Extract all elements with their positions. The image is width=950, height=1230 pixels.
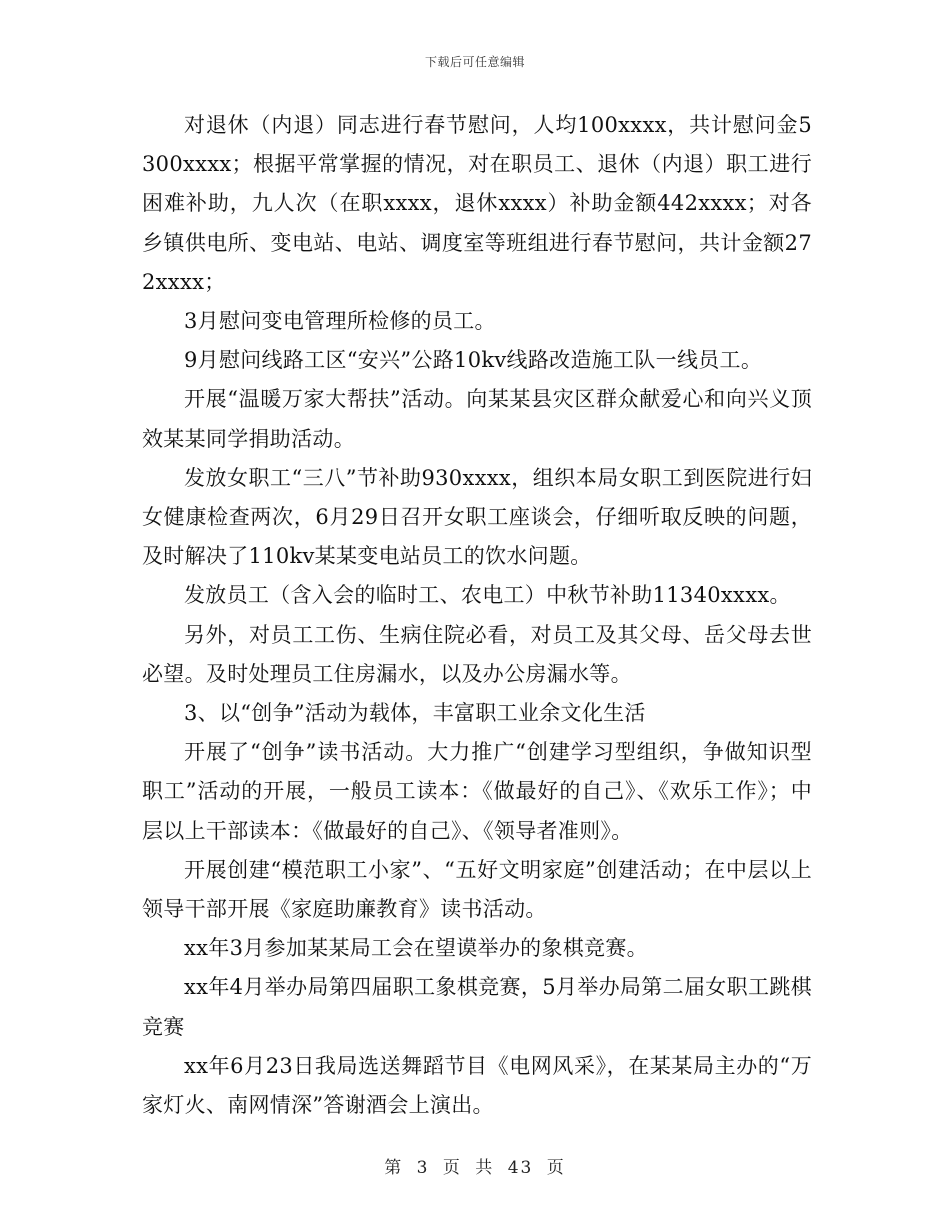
page-footer: 第 3 页 共 43 页 xyxy=(384,1158,566,1178)
page-header: 下载后可任意编辑 xyxy=(424,55,525,69)
paragraph-chess-march: xx年3月参加某某局工会在望谟举办的象棋竞赛。 xyxy=(184,936,648,961)
paragraph-mid-autumn: 发放员工（含入会的临时工、农电工）中秋节补助11340xxxx。 xyxy=(184,583,791,608)
paragraph-retiree-condolence: 对退休（内退）同志进行春节慰问，人均100xxxx，共计慰问金5300xxxx；根据平常掌握的情况，对在职员工、退休（内退）职工进行困难补助，九人次（在职xxxx，退休xxxx）补助金额442xxxx；对各乡镇供电所、变电站、电站、调度室等班组进行春节慰问，共计金额272xxxx； xyxy=(142,113,812,294)
document-body xyxy=(142,106,812,1125)
paragraph-dance-performance: xx年6月23日我局选送舞蹈节目《电网风采》，在某某局主办的“万家灯火、南网情深”答谢酒会上演出。 xyxy=(142,1053,812,1118)
paragraph-march-visit: 3月慰问变电管理所检修的员工。 xyxy=(184,309,496,334)
paragraph-september-visit: 9月慰问线路工区“安兴”公路10kv线路改造施工队一线员工。 xyxy=(184,348,763,373)
paragraph-model-home: 开展创建“模范职工小家”、“五好文明家庭”创建活动；在中层以上领导干部开展《家庭助廉教育》读书活动。 xyxy=(142,857,812,922)
paragraph-chess-april: xx年4月举办局第四届职工象棋竞赛，5月举办局第二届女职工跳棋竞赛 xyxy=(142,975,812,1039)
paragraph-additional-care: 另外，对员工工伤、生病住院必看，对员工及其父母、岳父母去世必望。及时处理员工住房漏水，以及办公房漏水等。 xyxy=(142,622,812,686)
paragraph-warmth-campaign: 开展“温暖万家大帮扶”活动。向某某县灾区群众献爱心和向兴义顶效某某同学捐助活动。 xyxy=(142,387,812,451)
section-heading-3: 3、以“创争”活动为载体，丰富职工业余文化生活 xyxy=(184,701,646,726)
paragraph-womens-day: 发放女职工“三八”节补助930xxxx，组织本局女职工到医院进行妇女健康检查两次，6月29日召开女职工座谈会，仔细听取反映的问题，及时解决了110kv某某变电站员工的饮水问题。 xyxy=(142,465,812,569)
paragraph-reading-activity: 开展了“创争”读书活动。大力推广“创建学习型组织，争做知识型职工”活动的开展，一般员工读本：《做最好的自己》、《欢乐工作》；中层以上干部读本：《做最好的自己》、《领导者准则》。 xyxy=(142,740,812,843)
